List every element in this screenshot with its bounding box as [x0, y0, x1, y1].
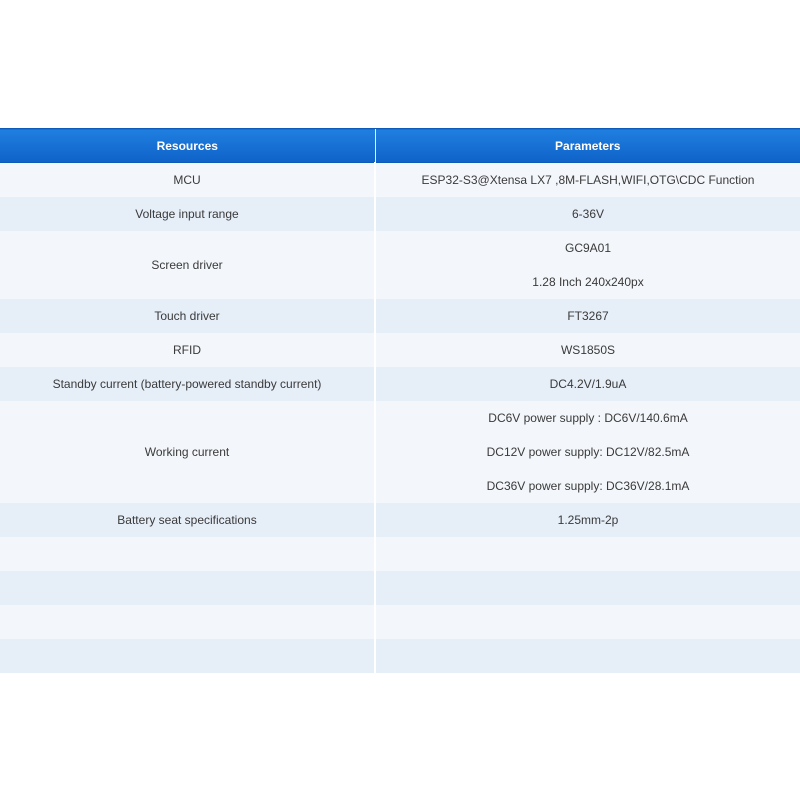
- empty-row: [0, 605, 800, 639]
- parameter-line: DC4.2V/1.9uA: [549, 377, 627, 391]
- table-row: [0, 163, 800, 198]
- empty-cell: [375, 605, 800, 639]
- table-row: [0, 231, 800, 299]
- parameter-line: DC36V power supply: DC36V/28.1mA: [486, 479, 690, 493]
- table-row: [0, 401, 800, 503]
- resource-cell: Battery seat specifications: [0, 503, 375, 537]
- resource-cell: Screen driver: [0, 231, 375, 299]
- table-row: [0, 197, 800, 231]
- table-row: [0, 367, 800, 401]
- empty-cell: [375, 639, 800, 673]
- resource-cell: Voltage input range: [0, 197, 375, 231]
- parameter-cell: [375, 333, 800, 367]
- table-row: [0, 333, 800, 367]
- parameter-line: 1.28 Inch 240x240px: [532, 275, 644, 289]
- table-row: [0, 503, 800, 537]
- resource-cell: Touch driver: [0, 299, 375, 333]
- header-parameters: Parameters: [375, 129, 800, 163]
- empty-cell: [0, 571, 375, 605]
- table-header-row: [0, 129, 800, 163]
- parameter-line: DC6V power supply : DC6V/140.6mA: [488, 411, 688, 425]
- resource-cell: Standby current (battery-powered standby current): [0, 367, 375, 401]
- resource-cell: MCU: [0, 163, 375, 198]
- parameter-line: WS1850S: [560, 343, 616, 357]
- parameter-cell: [375, 401, 800, 503]
- resource-cell: RFID: [0, 333, 375, 367]
- parameter-line: 6-36V: [571, 207, 605, 221]
- parameter-cell: [375, 503, 800, 537]
- table-row: [0, 299, 800, 333]
- empty-cell: [375, 571, 800, 605]
- parameter-cell: [375, 197, 800, 231]
- parameter-line: ESP32-S3@Xtensa LX7 ,8M-FLASH,WIFI,OTG\CDC Function: [421, 173, 755, 187]
- empty-row: [0, 571, 800, 605]
- parameter-line: DC12V power supply: DC12V/82.5mA: [486, 445, 690, 459]
- parameter-line: FT3267: [567, 309, 609, 323]
- empty-row: [0, 537, 800, 571]
- parameter-cell: [375, 163, 800, 198]
- parameter-cell: [375, 231, 800, 299]
- spec-table: [0, 128, 800, 673]
- table-body: [0, 163, 800, 674]
- parameter-cell: [375, 299, 800, 333]
- header-resources: Resources: [0, 129, 375, 163]
- parameter-line: GC9A01: [564, 241, 612, 255]
- empty-cell: [0, 605, 375, 639]
- empty-cell: [375, 537, 800, 571]
- parameter-cell: [375, 367, 800, 401]
- empty-cell: [0, 639, 375, 673]
- empty-cell: [0, 537, 375, 571]
- parameter-line: 1.25mm-2p: [557, 513, 619, 527]
- empty-row: [0, 639, 800, 673]
- resource-cell: Working current: [0, 401, 375, 503]
